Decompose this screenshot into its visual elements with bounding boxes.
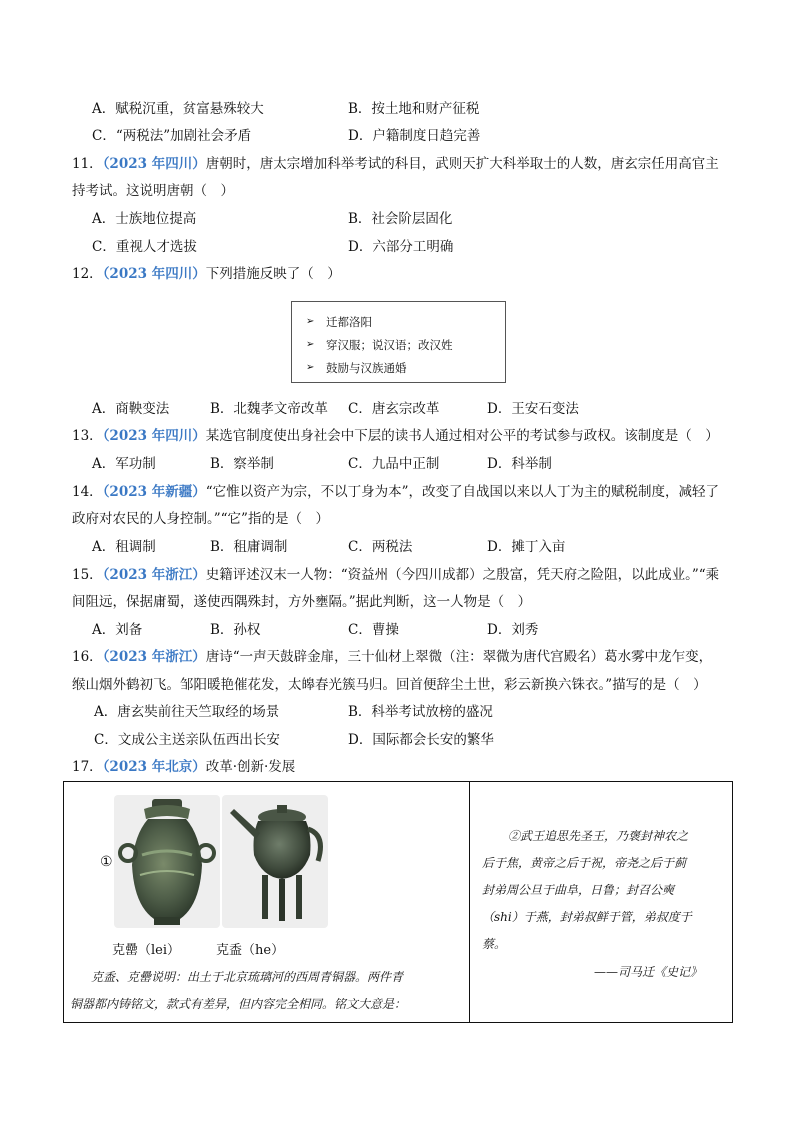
q17-material-table xyxy=(63,781,733,1023)
q11-option-b: B．社会阶层固化 xyxy=(348,211,453,227)
q12-option-b: B．北魏孝文帝改革 xyxy=(210,401,328,417)
q15-number: 15． xyxy=(72,567,103,583)
q15-option-d: D．刘秀 xyxy=(487,622,539,638)
q11-stem-line2: 持考试。这说明唐朝（ ） xyxy=(72,183,234,199)
q13-stem xyxy=(72,426,719,446)
q16-option-c: C．文成公主送亲队伍西出长安 xyxy=(94,732,280,748)
arrow-bullet-icon: ➢ xyxy=(306,339,315,350)
q13-source: （2023 年四川） xyxy=(102,428,206,444)
arrow-bullet-icon: ➢ xyxy=(306,362,315,373)
q15-option-b: B．孙权 xyxy=(210,622,261,638)
material-2-line5: 蔡。 xyxy=(482,937,507,951)
q16-source: （2023 年浙江） xyxy=(102,649,206,665)
q14-option-a: A．租调制 xyxy=(92,539,156,555)
material-2-line3: 封弟周公旦于曲阜，日鲁；封召公奭 xyxy=(482,883,675,897)
q12-source: （2023 年四川） xyxy=(102,266,206,282)
ke-he-image xyxy=(222,795,328,928)
q14-stem-line2: 政府对农民的人身控制。”“它”指的是（ ） xyxy=(72,511,329,527)
q14-text: “它惟以资产为宗，不以丁身为本”，改变了自战国以来以人丁为主的赋税制度，减轻了 xyxy=(205,484,720,500)
q13-number: 13． xyxy=(72,428,103,444)
q14-option-d: D．摊丁入亩 xyxy=(487,539,566,555)
q12-option-d: D．王安石变法 xyxy=(487,401,579,417)
ke-lei-caption: 克罍（lei） xyxy=(112,943,181,958)
q12-number: 12． xyxy=(72,266,103,282)
q17-source: （2023 年北京） xyxy=(102,759,206,775)
q11-stem-line1 xyxy=(72,154,719,174)
q15-text: 史籍评述汉末一人物：“资益州（今四川成都）之殷富，凭天府之险阻，以此成业。”“乘 xyxy=(205,567,720,583)
q12-measures-box xyxy=(291,301,506,383)
ke-lei-image xyxy=(114,795,220,928)
material-2-line1: ②武王追思先圣王，乃褒封神农之 xyxy=(508,829,689,843)
q11-option-a: A．士族地位提高 xyxy=(92,211,197,227)
q14-option-b: B．租庸调制 xyxy=(210,539,288,555)
q12-text: 下列措施反映了（ ） xyxy=(205,266,341,282)
material-1-description-line2: 铜器都内铸铭文，款式有差异，但内容完全相同。铭文大意是： xyxy=(70,997,407,1011)
q12-option-c: C．唐玄宗改革 xyxy=(348,401,440,417)
q16-text: 唐诗“一声天鼓辟金扉，三十仙材上翠微（注：翠微为唐代宫殿名）葛水雾中龙乍变， xyxy=(205,649,713,665)
material-1-description-line1: 克盉、克罍说明：出土于北京琉璃河的西周青铜器。两件青 xyxy=(91,970,404,984)
q15-option-c: C．曹操 xyxy=(348,622,399,638)
q14-number: 14． xyxy=(72,484,103,500)
q16-option-d: D．国际都会长安的繁华 xyxy=(348,732,494,748)
q16-stem-line2: 缑山烟外鹤初飞。邹阳暖艳催花发，太皞春光簇马归。回首便辞尘土世，彩云新换六铢衣。”描写的是（ ） xyxy=(72,677,707,693)
q14-source: （2023 年新疆） xyxy=(102,484,206,500)
q10-option-d: D．户籍制度日趋完善 xyxy=(348,128,481,144)
q11-option-c: C．重视人才选拔 xyxy=(92,239,197,255)
q13-option-c: C．九品中正制 xyxy=(348,456,440,472)
q12-box-item-3: ➢ 鼓励与汉族通婚 xyxy=(306,361,407,375)
q10-option-b: B．按土地和财产征税 xyxy=(348,101,480,117)
q10-option-c: C．“两税法”加剧社会矛盾 xyxy=(92,128,252,144)
q15-stem-line1 xyxy=(72,565,719,585)
material-2-line2: 后于焦，黄帝之后于祝，帝尧之后于蓟 xyxy=(482,856,687,870)
q13-option-a: A．军功制 xyxy=(92,456,156,472)
q16-option-a: A．唐玄奘前往天竺取经的场景 xyxy=(94,704,280,720)
q15-stem-line2: 间阻远，保据庸蜀，遂使西隅殊封，方外壅隔。”据此判断，这一人物是（ ） xyxy=(72,594,532,610)
q17-number: 17． xyxy=(72,759,103,775)
q15-option-a: A．刘备 xyxy=(92,622,143,638)
q17-text: 改革·创新·发展 xyxy=(205,759,296,775)
material-1-marker: ① xyxy=(100,854,113,870)
q11-source: （2023 年四川） xyxy=(102,156,206,172)
q12-box-item-1: ➢ 迁都洛阳 xyxy=(306,315,372,329)
ke-he-caption: 克盉（he） xyxy=(216,943,285,958)
q12-box-item-2: ➢ 穿汉服；说汉语；改汉姓 xyxy=(306,338,453,352)
q11-number: 11． xyxy=(72,156,103,172)
q10-option-a: A．赋税沉重，贫富悬殊较大 xyxy=(92,101,264,117)
material-2-citation: ——司马迁《史记》 xyxy=(594,965,703,979)
q12-stem xyxy=(72,264,341,284)
q16-stem-line1 xyxy=(72,647,712,667)
arrow-bullet-icon: ➢ xyxy=(306,316,315,327)
q15-source: （2023 年浙江） xyxy=(102,567,206,583)
q13-option-d: D．科举制 xyxy=(487,456,552,472)
q11-text: 唐朝时，唐太宗增加科举考试的科目，武则天扩大科举取士的人数，唐玄宗任用高官主 xyxy=(205,156,719,172)
q14-stem-line1 xyxy=(72,482,719,502)
q12-option-a: A．商鞅变法 xyxy=(92,401,170,417)
q16-option-b: B．科举考试放榜的盛况 xyxy=(348,704,493,720)
q13-option-b: B．察举制 xyxy=(210,456,274,472)
q14-option-c: C．两税法 xyxy=(348,539,413,555)
q16-number: 16． xyxy=(72,649,103,665)
q11-option-d: D．六部分工明确 xyxy=(348,239,454,255)
q17-stem xyxy=(72,757,295,777)
table-divider xyxy=(469,782,470,1022)
q13-text: 某选官制度使出身社会中下层的读书人通过相对公平的考试参与政权。该制度是（ ） xyxy=(205,428,719,444)
material-2-line4: （shi）于燕，封弟叔鲜于管，弟叔度于 xyxy=(482,910,692,924)
